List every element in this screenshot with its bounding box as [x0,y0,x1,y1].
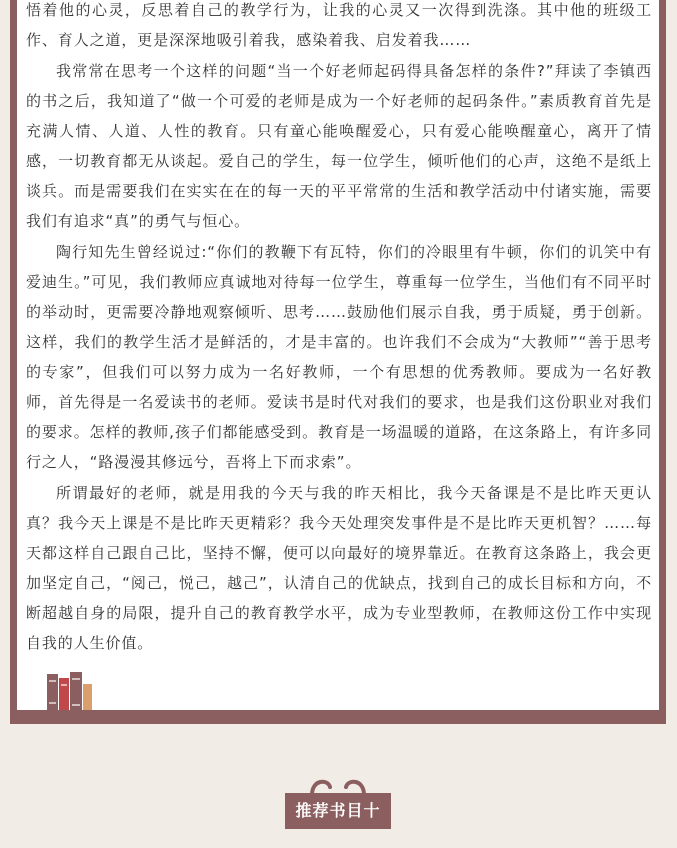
article-paragraph-1: 悟着他的心灵，反思着自己的教学行为，让我的心灵又一次得到洗涤。其中他的班级工作、育人之道，更是深深地吸引着我，感染着我、启发着我…… [26,1,652,49]
section-header [285,775,391,829]
article-paragraph-3: 陶行知先生曾经说过:“你们的教鞭下有瓦特，你们的冷眼里有牛顿，你们的讥笑中有爱迪生。”可见，我们教师应真诚地对待每一位学生，尊重每一位学生，当他们有不同平时的举动时，更需要冷静地观察倾听、思考……鼓励他们展示自我，勇于质疑，勇于创新。这样，我们的教学生活才是鲜活的，才是丰富的。也许我们不会成为“大教师”“善于思考的专家”，但我们可以努力成为一名好教师，一个有思想的优秀教师。要成为一名好教师，首先得是一名爱读书的老师。爱读书是时代对我们的要求，也是我们这份职业对我们的要求。怎样的教师,孩子们都能感受到。教育是一场温暖的道路，在这条路上，有许多同行之人，“路漫漫其修远兮，吾将上下而求索”。 [26,243,652,471]
article-card [17,0,659,710]
hanger-hooks-icon [306,775,370,795]
books-icon [39,672,99,712]
book-spine-1 [47,674,58,712]
article-paragraph-2: 我常常在思考一个这样的问题“当一个好老师起码得具备怎样的条件?”拜读了李镇西的书之后，我知道了“做一个可爱的老师是成为一个好老师的起码条件。”素质教育首先是充满人情、人道、人性的教育。只有童心能唤醒爱心，只有爱心能唤醒童心，离开了情感，一切教育都无从谈起。爱自己的学生，每一位学生，倾听他们的心声，这绝不是纸上谈兵。而是需要我们在实实在在的每一天的平平常常的生活和教学活动中付诸实施，需要我们有追求“真”的勇气与恒心。 [26,62,652,230]
section-badge-label: 推荐书目十 [285,793,391,829]
article-body [26,0,652,659]
book-spine-2 [59,678,69,712]
article-paragraph-4: 所谓最好的老师，就是用我的今天与我的昨天相比，我今天备课是不是比昨天更认真？我今天上课是不是比昨天更精彩？我今天处理突发事件是不是比昨天更机智？……每天都这样自己跟自己比，坚持不懈，便可以向最好的境界靠近。在教育这条路上，我会更加坚定自己，“阅己，悦己，越己”，认清自己的优缺点，找到自己的成长目标和方向，不断超越自身的局限，提升自己的教育教学水平，成为专业型教师，在教师这份工作中实现自我的人生价值。 [26,484,652,652]
book-spine-4 [83,684,92,712]
article-frame [10,0,666,724]
